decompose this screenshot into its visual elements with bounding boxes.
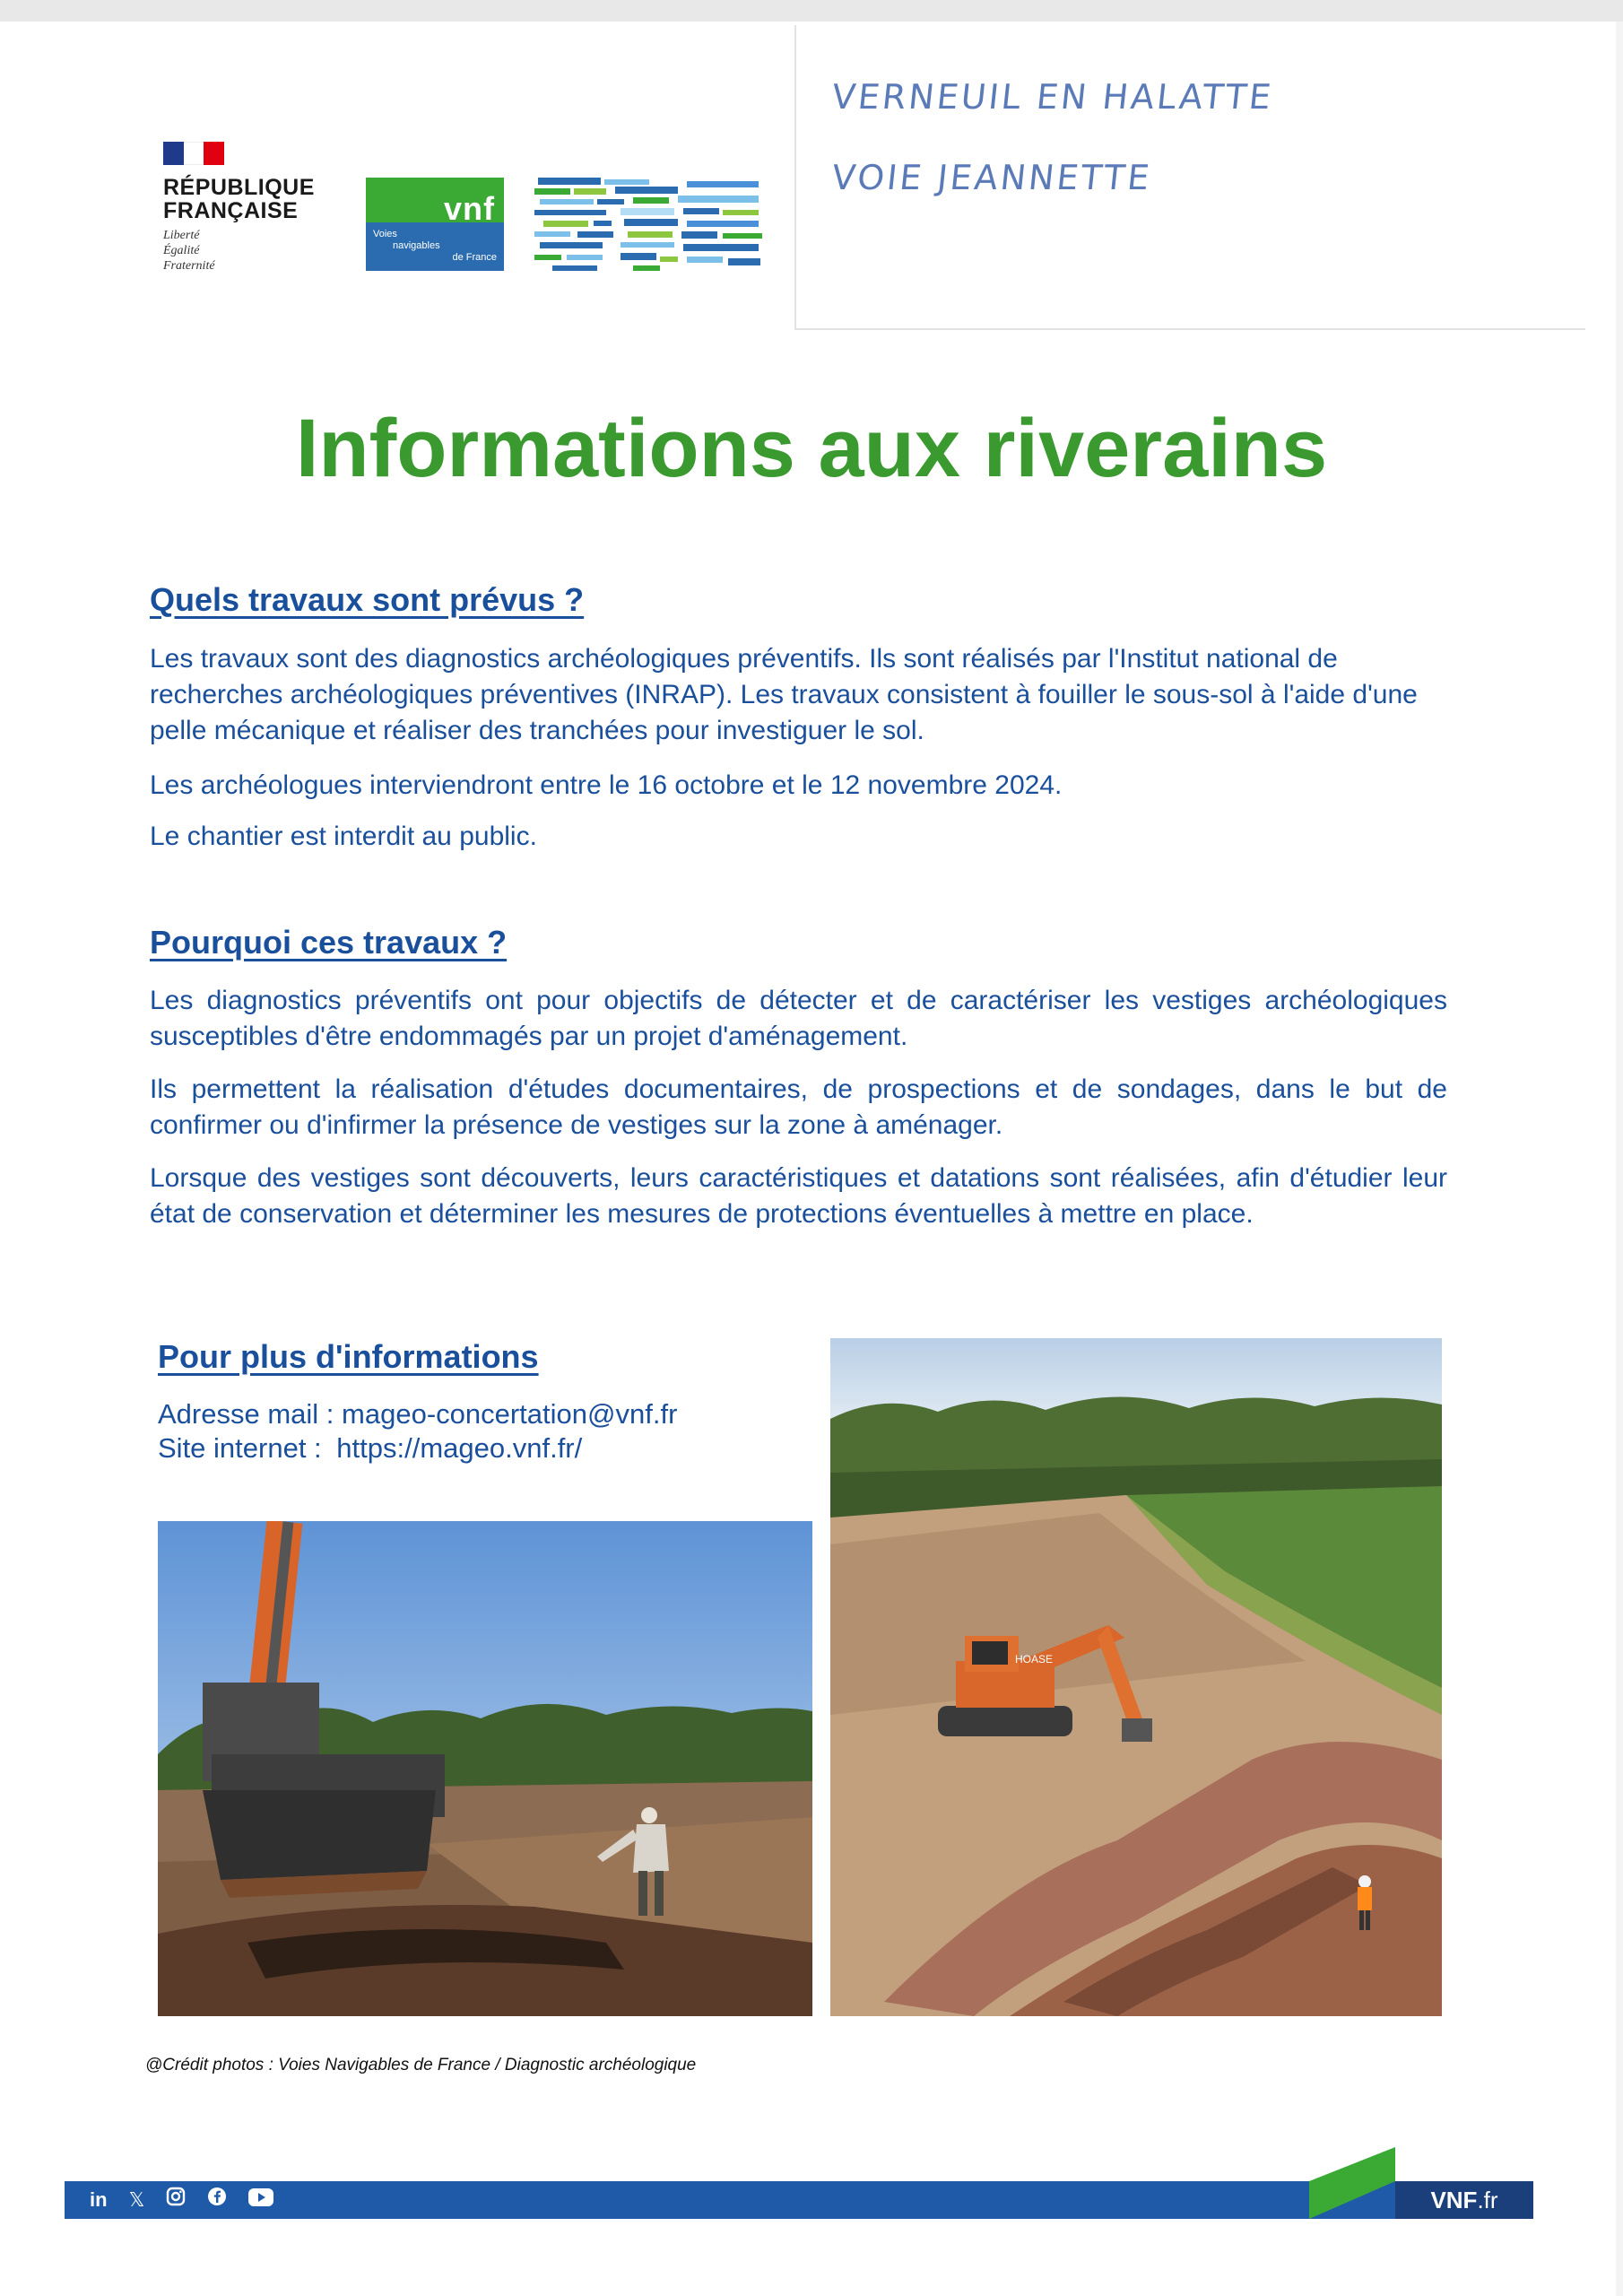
scan-edge-top — [0, 0, 1623, 22]
section2-paragraph-2: Ils permettent la réalisation d'études documentaires, de prospections et de sondages, dans le but de confirmer ou d'infirmer la présence de vestiges sur la zone à aménager. — [150, 1074, 1447, 1140]
vnf-logo-word: vnf — [444, 190, 495, 227]
section-heading-travaux: Quels travaux sont prévus ? — [150, 581, 585, 618]
section1-paragraph-1: Les travaux sont des diagnostics archéologiques préventifs. Ils sont réalisés par l'Institut national de recherches archéologiques préventives (INRAP). Les travaux consistent à fouiller le sous-sol à l'aide d'une pelle mécanique et réaliser des tranchées pour investiguer le sol. — [150, 644, 1418, 745]
republique-name-line2: FRANÇAISE — [163, 198, 299, 223]
photo-credit: @Crédit photos : Voies Navigables de France / Diagnostic archéologique — [145, 2056, 697, 2074]
vnf-logo-line1: Voies — [373, 229, 397, 239]
vnf-logo-subtitle — [373, 229, 497, 264]
contact-site-value[interactable]: https://mageo.vnf.fr/ — [336, 1432, 583, 1464]
handwritten-line2: VOIE JEANNETTE — [829, 158, 1154, 197]
contact-block — [158, 1397, 677, 1465]
photo-excavator-trench — [158, 1521, 812, 2016]
contact-site-label: Site internet : — [158, 1432, 322, 1464]
contact-mail-label: Adresse mail : — [158, 1398, 334, 1430]
stripes-graphic-icon — [534, 176, 768, 274]
facebook-icon[interactable] — [207, 2185, 227, 2215]
handwritten-note — [794, 25, 1585, 330]
republique-francaise-logo — [163, 142, 343, 274]
section2-paragraph-1: Les diagnostics préventifs ont pour objectifs de détecter et de caractériser les vestiges archéologiques susceptibles d'être endommagés par un projet d'aménagement. — [150, 986, 1447, 1051]
linkedin-icon[interactable]: in — [90, 2188, 108, 2211]
contact-mail-value[interactable]: mageo-concertation@vnf.fr — [342, 1398, 678, 1430]
footer-site-bold: VNF — [1430, 2187, 1478, 2213]
vnf-logo-line3: de France — [452, 252, 497, 263]
section-heading-pourquoi: Pourquoi ces travaux ? — [150, 924, 508, 961]
republique-name-line1: RÉPUBLIQUE — [163, 175, 315, 200]
handwritten-line1: VERNEUIL EN HALATTE — [829, 77, 1276, 117]
contact-site — [158, 1431, 677, 1465]
x-icon[interactable]: 𝕏 — [128, 2188, 145, 2211]
republique-motto — [163, 228, 343, 274]
social-icons — [90, 2185, 273, 2215]
footer-site-suffix: .fr — [1477, 2187, 1498, 2213]
instagram-icon[interactable] — [166, 2185, 186, 2215]
section1-paragraph-2: Les archéologues interviendront entre le 16 octobre et le 12 novembre 2024. — [150, 770, 1063, 800]
excavator-brand-text: HOASE — [1015, 1653, 1054, 1665]
youtube-icon[interactable] — [248, 2185, 273, 2215]
vnf-logo-line2: navigables — [393, 240, 440, 251]
section1-paragraph-3: Le chantier est interdit au public. — [150, 822, 537, 851]
motto-egalite: Égalité — [163, 244, 200, 257]
page-title: Informations aux riverains — [295, 403, 1328, 494]
marianne-flag-icon — [163, 142, 224, 165]
contact-mail — [158, 1397, 677, 1431]
footer-green-accent-icon — [1309, 2147, 1395, 2219]
motto-liberte: Liberté — [163, 229, 200, 242]
footer-site-link[interactable] — [1395, 2181, 1533, 2219]
photo-aerial-excavation — [830, 1338, 1442, 2016]
section2-paragraph-3: Lorsque des vestiges sont découverts, leurs caractéristiques et datations sont réalisées, afin d'étudier leur état de conservation et déterminer les mesures de protections éventuelles à mettre en place. — [150, 1163, 1447, 1229]
section-heading-infos: Pour plus d'informations — [158, 1338, 539, 1375]
motto-fraternite: Fraternité — [163, 259, 215, 273]
scan-edge-right — [1616, 22, 1623, 2296]
vnf-logo — [366, 178, 504, 271]
